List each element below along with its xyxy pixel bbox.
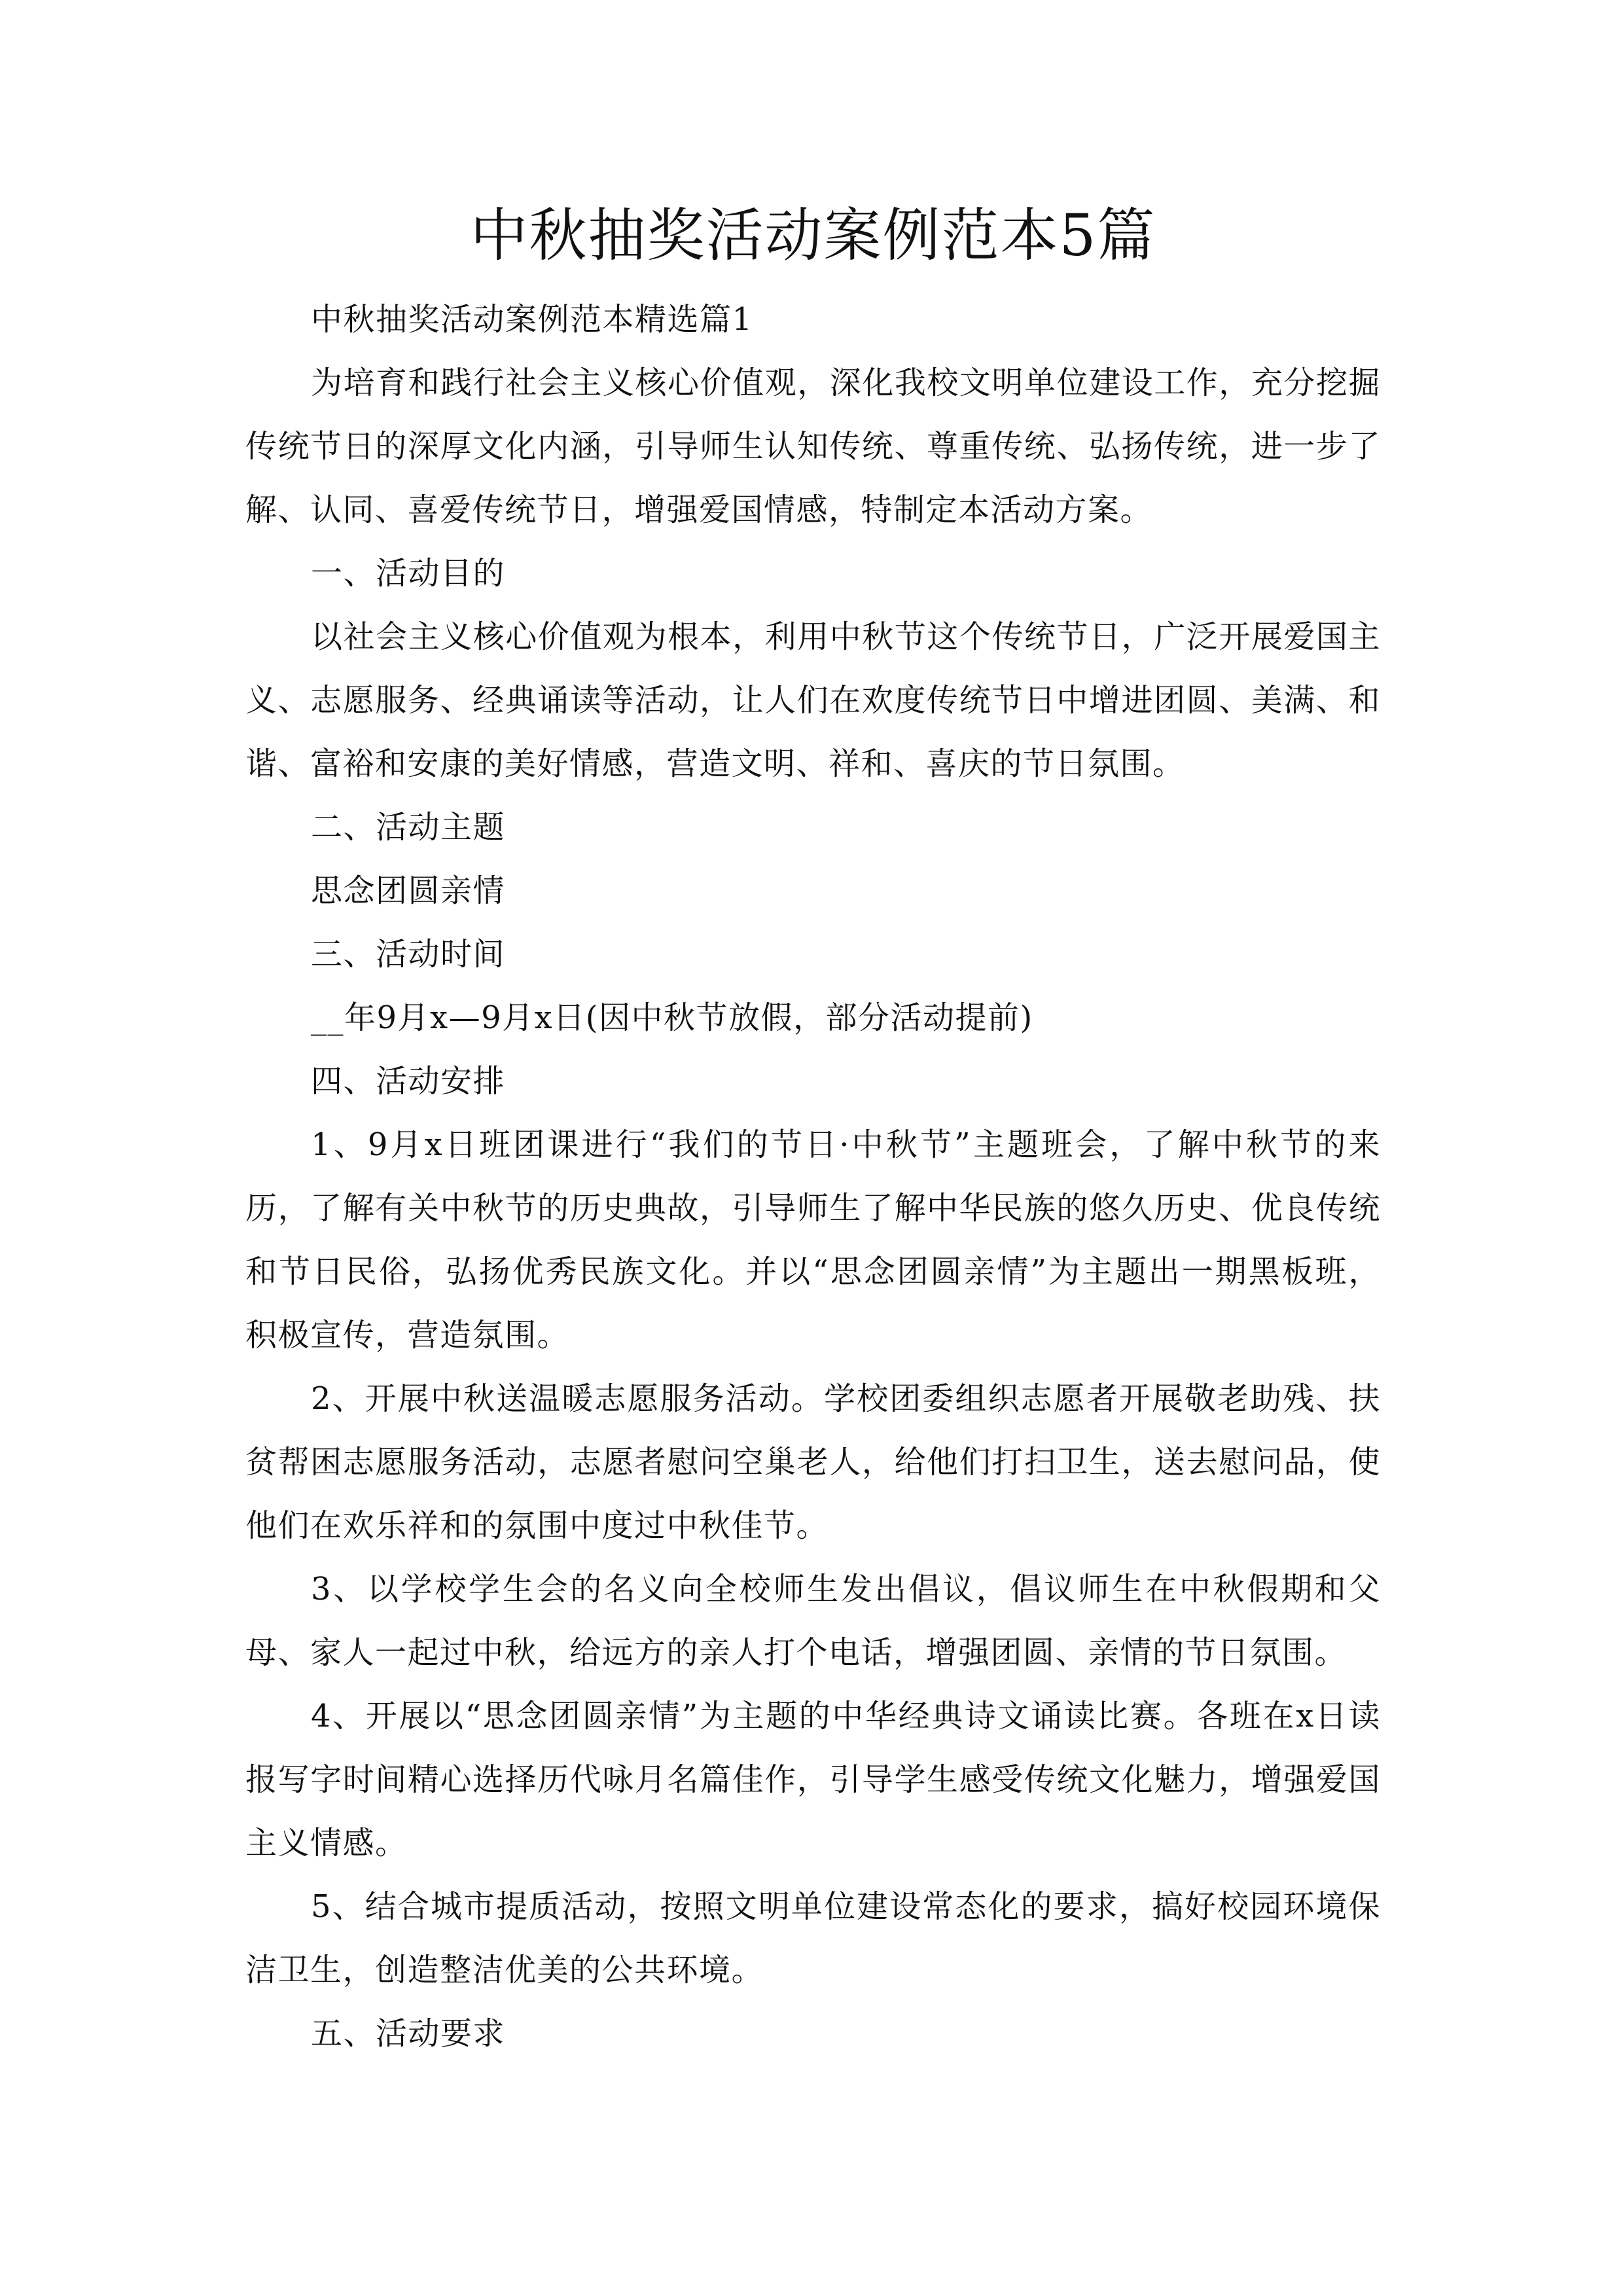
document-body (245, 288, 1381, 2066)
schedule-item-5: 5、结合城市提质活动，按照文明单位建设常态化的要求，搞好校园环境保洁卫生，创造整洁优美的公共环境。 (245, 1888, 1381, 1988)
time-paragraph: __年9月x—9月x日(因中秋节放假，部分活动提前) (311, 999, 1033, 1036)
purpose-paragraph: 以社会主义核心价值观为根本，利用中秋节这个传统节日，广泛开展爱国主义、志愿服务、经典诵读等活动，让人们在欢度传统节日中增进团圆、美满、和谐、富裕和安康的美好情感，营造文明、祥和、喜庆的节日氛围。 (245, 619, 1381, 782)
heading-activity-requirements: 五、活动要求 (311, 2015, 506, 2052)
schedule-item-2: 2、开展中秋送温暖志愿服务活动。学校团委组织志愿者开展敬老助残、扶贫帮困志愿服务活动，志愿者慰问空巢老人，给他们打扫卫生，送去慰问品，使他们在欢乐祥和的氛围中度过中秋佳节。 (245, 1380, 1381, 1544)
schedule-item-1: 1、9月x日班团课进行“我们的节日·中秋节”主题班会，了解中秋节的来历，了解有关中秋节的历史典故，引导师生了解中华民族的悠久历史、优良传统和节日民俗，弘扬优秀民族文化。并以“思念团圆亲情”为主题出一期黑板班，积极宣传，营造氛围。 (245, 1126, 1381, 1354)
heading-activity-purpose: 一、活动目的 (311, 555, 506, 592)
theme-paragraph: 思念团圆亲情 (311, 872, 506, 909)
schedule-item-4: 4、开展以“思念团圆亲情”为主题的中华经典诗文诵读比赛。各班在x日读报写字时间精心选择历代咏月名篇佳作，引导学生感受传统文化魅力，增强爱国主义情感。 (245, 1698, 1381, 1861)
heading-activity-theme: 二、活动主题 (311, 809, 506, 846)
section-subtitle: 中秋抽奖活动案例范本精选篇1 (311, 301, 753, 338)
document-title: 中秋抽奖活动案例范本5篇 (470, 202, 1156, 269)
heading-activity-schedule: 四、活动安排 (311, 1063, 506, 1100)
schedule-item-3: 3、以学校学生会的名义向全校师生发出倡议，倡议师生在中秋假期和父母、家人一起过中秋，给远方的亲人打个电话，增强团圆、亲情的节日氛围。 (245, 1571, 1381, 1671)
intro-paragraph: 为培育和践行社会主义核心价值观，深化我校文明单位建设工作，充分挖掘传统节日的深厚文化内涵，引导师生认知传统、尊重传统、弘扬传统，进一步了解、认同、喜爱传统节日，增强爱国情感，特制定本活动方案。 (245, 365, 1381, 528)
heading-activity-time: 三、活动时间 (311, 936, 506, 973)
